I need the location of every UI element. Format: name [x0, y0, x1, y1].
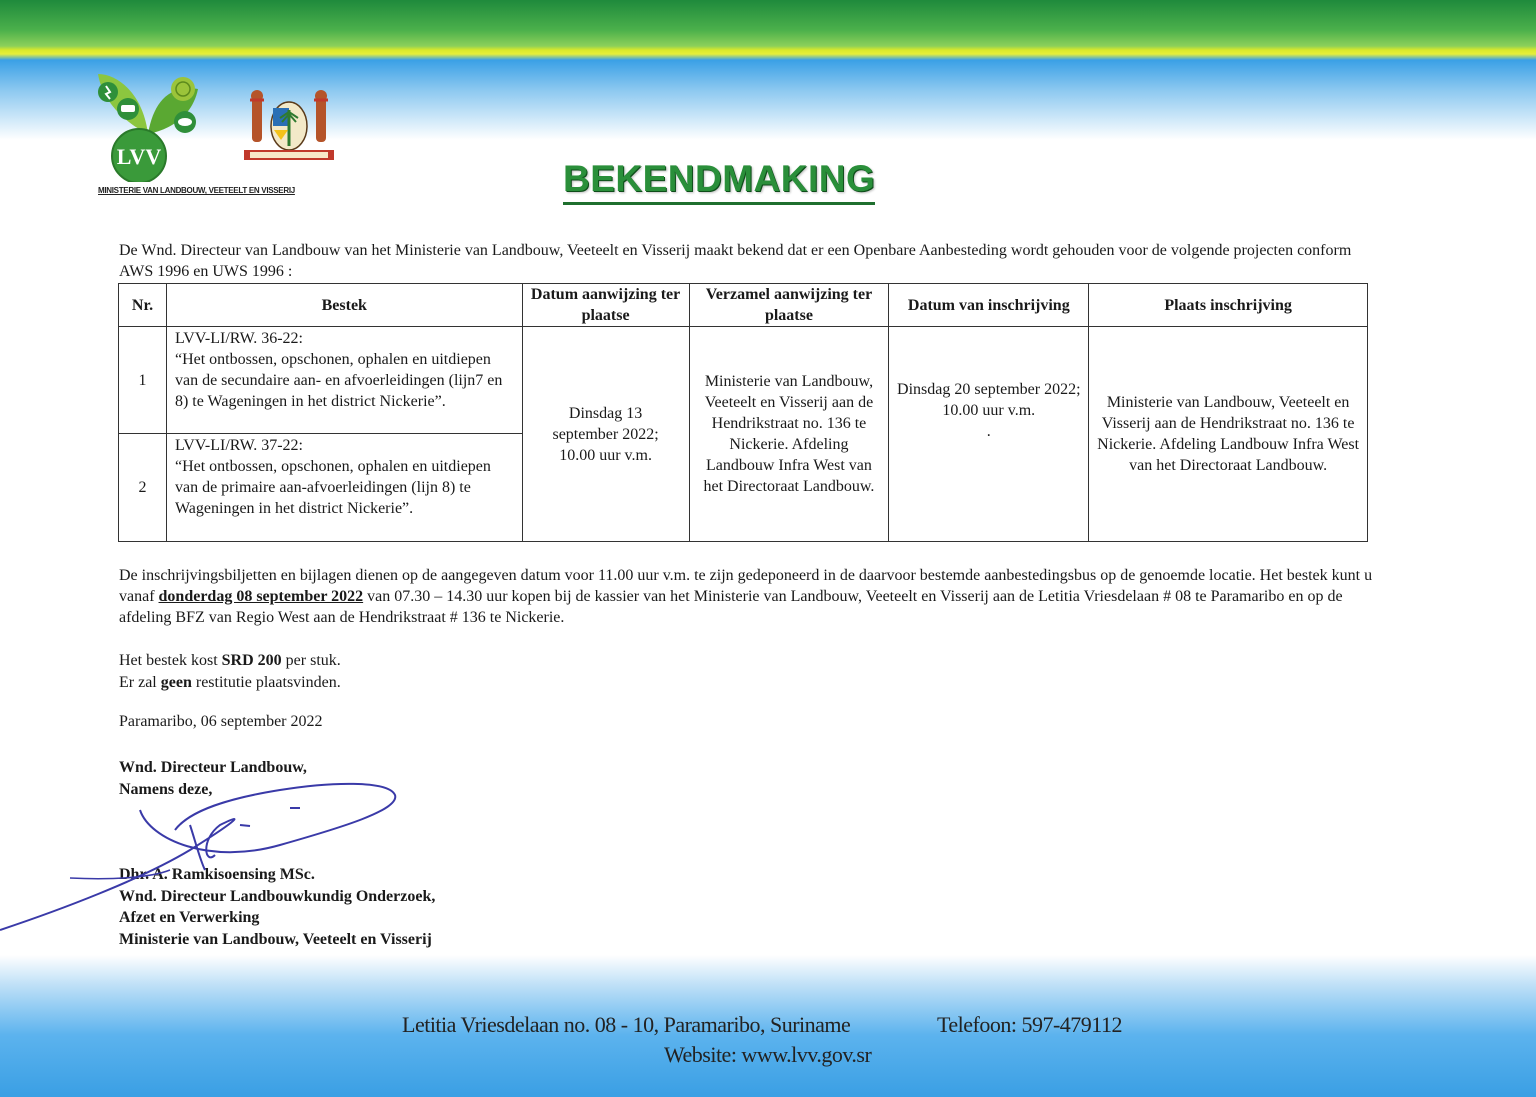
- row-number: 2: [119, 434, 167, 542]
- header-verzamel-aanwijzing: Verzamel aanwijzing ter plaatse: [689, 284, 889, 327]
- handwritten-signature-icon: [0, 770, 420, 940]
- datum-aanwijzing-cell: Dinsdag 13 september 2022; 10.00 uur v.m.: [522, 327, 689, 542]
- ministry-caption: MINISTERIE VAN LANDBOUW, VEETEELT EN VISSERIJ: [98, 186, 295, 195]
- datum-inschrijving-text: Dinsdag 20 september 2022; 10.00 uur v.m.: [897, 381, 1081, 419]
- header-bestek: Bestek: [166, 284, 522, 327]
- footer-address: Letitia Vriesdelaan no. 08 - 10, Paramaribo, Suriname: [402, 1012, 851, 1037]
- refund-text-a: Er zal: [119, 674, 161, 691]
- datum-inschrijving-cell: [889, 327, 1089, 542]
- bestek-cell: [166, 327, 522, 434]
- header-datum-aanwijzing: Datum aanwijzing ter plaatse: [522, 284, 689, 327]
- intro-paragraph: De Wnd. Directeur van Landbouw van het Ministerie van Landbouw, Veeteelt en Visserij maakt bekend dat er een Openbare Aanbesteding wordt gehouden voor de volgende projecten conform AWS 1996 en UWS 1996 :: [119, 242, 1352, 280]
- signatory-name: Dhr. A. Ramkisoensing MSc.: [119, 866, 315, 883]
- submission-text-a: De inschrijvingsbiljetten en bijlagen dienen op de aangegeven datum voor 11.00 uur v.m. te zijn gedeponeerd in de daarvoor bestemde aanbestedingsbus op de genoemde locatie. Het bestek kunt u vanaf: [119, 567, 1373, 605]
- svg-text:LVV: LVV: [116, 144, 162, 169]
- bestek-description: “Het ontbossen, opschonen, ophalen en uitdiepen van de primaire aan-afvoerleidingen (lijn 8) te Wageningen in het district Nickerie”.: [174, 458, 491, 517]
- cost-amount: SRD 200: [221, 652, 282, 669]
- row-number: 1: [119, 327, 167, 434]
- bestek-code: LVV-LI/RW. 36-22:: [174, 330, 303, 347]
- refund-text-b: restitutie plaatsvinden.: [191, 674, 341, 691]
- signatory-role-2: Afzet en Verwerking: [119, 909, 260, 926]
- table-header-row: [119, 284, 1368, 327]
- page-title: BEKENDMAKING: [563, 158, 875, 205]
- header-plaats-inschrijving: Plaats inschrijving: [1089, 284, 1368, 327]
- refund-geen: geen: [160, 674, 192, 691]
- footer-phone: Telefoon: 597-479112: [937, 1012, 1122, 1037]
- cost-paragraph: [119, 650, 341, 694]
- footer-website: Website: www.lvv.gov.sr: [664, 1042, 872, 1067]
- header-banner: [0, 0, 1536, 140]
- signatory-org: Ministerie van Landbouw, Veeteelt en Visserij: [119, 930, 432, 948]
- cost-line: [119, 650, 341, 672]
- place-date: Paramaribo, 06 september 2022: [119, 713, 323, 730]
- signature-line-1: Wnd. Directeur Landbouw,: [119, 759, 307, 776]
- table-row: [119, 327, 1368, 434]
- cost-text-b: per stuk.: [281, 652, 341, 669]
- sale-date: donderdag 08 september 2022: [158, 588, 364, 605]
- cost-text-a: Het bestek kost: [119, 652, 222, 669]
- header-nr: Nr.: [119, 284, 167, 327]
- submission-paragraph: [119, 565, 1389, 628]
- tender-table: [118, 283, 1368, 542]
- bestek-description: “Het ontbossen, opschonen, ophalen en uitdiepen van de secundaire aan- en afvoerleidingen (lijn7 en 8) te Wageningen in het district Nickerie”.: [174, 351, 503, 410]
- lvv-logo-icon: [88, 64, 218, 182]
- submission-text-b: van 07.30 – 14.30 uur kopen bij de kassier van het Ministerie van Landbouw, Veeteelt en Visserij aan de Letitia Vriesdelaan # 08 te Paramaribo en op de afdeling BFZ van Regio West aan de Hendrikstraat # 136 te Nickerie.: [119, 588, 1343, 626]
- verzamel-aanwijzing-cell: Ministerie van Landbouw, Veeteelt en Visserij aan de Hendrikstraat no. 136 te Nickerie. Afdeling Landbouw Infra West van het Directoraat Landbouw.: [689, 327, 889, 542]
- datum-inschrijving-mark: .: [986, 423, 991, 440]
- bestek-cell: [166, 434, 522, 542]
- header-datum-inschrijving: Datum van inschrijving: [889, 284, 1089, 327]
- signatory-role-1: Wnd. Directeur Landbouwkundig Onderzoek,: [119, 887, 436, 905]
- bestek-code: LVV-LI/RW. 37-22:: [174, 437, 303, 454]
- plaats-inschrijving-cell: Ministerie van Landbouw, Veeteelt en Visserij aan de Hendrikstraat no. 136 te Nickerie. Afdeling Landbouw Infra West van het Directoraat Landbouw.: [1089, 327, 1368, 542]
- refund-line: [119, 672, 341, 694]
- coat-of-arms-icon: [240, 88, 338, 168]
- signature-line-2: Namens deze,: [119, 781, 213, 798]
